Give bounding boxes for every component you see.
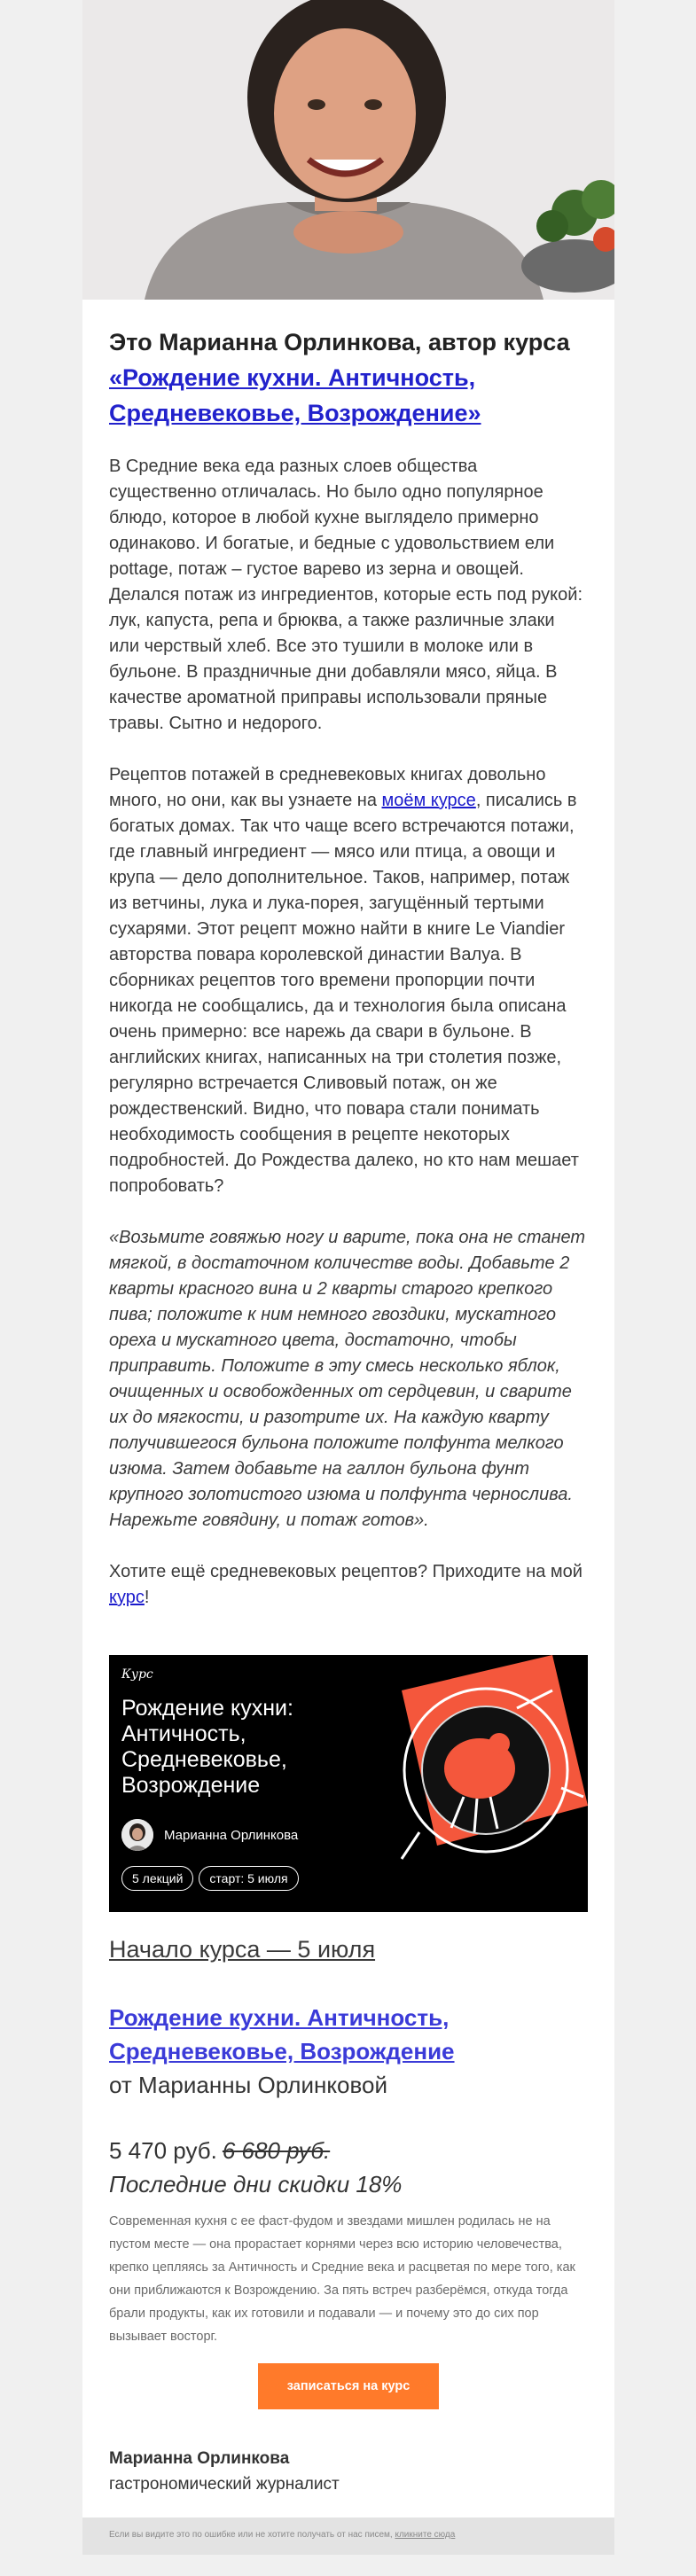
- author-photo-image: [82, 0, 614, 300]
- paragraph-invite: [109, 1559, 588, 1611]
- email-body: [82, 0, 614, 2517]
- banner-author: [121, 1818, 298, 1852]
- paragraph-recipes-end: , писались в богатых домах. Так что чаще всего встречаются потажи, где главный ингредиент — мясо или птица, а овощи и крупа — дело дополнительное. Таков, например, потаж из ветчины, лука и лука-порея, загущённый тертыми сухарями. Этот рецепт можно найти в книге Le Viandier авторства повара королевской династии Валуа. В сборниках рецептов того времени пропорции почти никогда не сообщались, да и технология была описана очень примерно: все нарежь да свари в бульоне. В английских книгах, написанных на три столетия позже, регулярно встречается Сливовый потаж, он же рождественский. Видно, что повара стали понимать необходимость сообщения в рецепте некоторых подробностей. До Рождества далеко, но кто нам мешает попробовать?: [109, 791, 579, 1196]
- course-link-inline[interactable]: курс: [109, 1588, 145, 1607]
- current-price: 5 470 руб.: [109, 2137, 217, 2164]
- paragraph-pottage: В Средние века еда разных слоев общества существенно отличалась. Но было одно популярное блюдо, которое в любой кухне выглядело примерно одинаково. И богатые, и бедные с удовольствием ели pottage, потаж – густое варево из зерна и овощей. Делался потаж из ингредиентов, которые есть под рукой: лук, капуста, репа и брюква, а также различные злаки или черствый хлеб. Все это тушили в молоке или в бульоне. В праздничные дни добавляли мясо, яйца. В качестве ароматной приправы использовали пряные травы. Сытно и недорого.: [109, 457, 583, 733]
- footer-note: Если вы видите это по ошибке или не хотите получать от нас писем,: [109, 2530, 395, 2540]
- start-date-badge: старт: 5 июля: [199, 1866, 298, 1891]
- paragraph-recipes: [109, 762, 588, 1199]
- course-banner[interactable]: [109, 1655, 588, 1912]
- paragraph-invite-end: !: [144, 1588, 150, 1607]
- unsubscribe-link[interactable]: кликните сюда: [395, 2530, 456, 2540]
- medieval-art-illustration: [366, 1655, 588, 1912]
- price-row: [109, 2135, 330, 2166]
- my-course-link[interactable]: моём курсе: [381, 791, 476, 810]
- discount-note: Последние дни скидки 18%: [109, 2171, 403, 2197]
- recipe-quote: «Возьмите говяжью ногу и варите, пока она не станет мягкой, в достаточном количестве воды. Добавьте 2 кварты красного вина и 2 кварты старого крепкого пива; положите к ним немного гвоздики, мускатного ореха и мускатного цвета, достаточно, чтобы приправить. Положите в эту смесь несколько яблок, очищенных и освобожденных от сердцевин, и сварите их до мягкости, и разотрите их. На каждую кварту получившегося бульона положите полфунта мелкого изюма. Затем добавьте на галлон бульона фунт крупного золотистого изюма и полфунта чернослива. Нарежьте говядину, и потаж готов».: [109, 1228, 586, 1530]
- intro-heading: [109, 324, 588, 431]
- course-start-date[interactable]: Начало курса — 5 июля: [109, 1936, 376, 1963]
- banner-title: Рождение кухни: Античность, Средневековье, Возрождение: [121, 1696, 293, 1798]
- author-photo: [82, 0, 614, 300]
- paragraph-invite-text: Хотите ещё средневековых рецептов? Приходите на мой: [109, 1562, 583, 1581]
- signature-name: Марианна Орлинкова: [109, 2449, 290, 2468]
- avatar: [121, 1819, 153, 1851]
- old-price: 6 680 руб.: [222, 2137, 331, 2164]
- course-name-link[interactable]: Рождение кухни. Античность, Средневековье, Возрождение: [109, 2004, 455, 2065]
- intro-heading-text: Это Марианна Орлинкова, автор курса: [109, 329, 570, 355]
- avatar-icon: [121, 1819, 153, 1851]
- course-title-link[interactable]: «Рождение кухни. Античность, Средневековье, Возрождение»: [109, 364, 481, 426]
- course-author: от Марианны Орлинковой: [109, 2072, 387, 2098]
- banner-author-name: Марианна Орлинкова: [164, 1827, 299, 1843]
- footer-text: [109, 2530, 455, 2540]
- article: [109, 324, 588, 1611]
- footer: [82, 2517, 614, 2555]
- signature-role: гастрономический журналист: [109, 2475, 340, 2494]
- lessons-badge: 5 лекций: [121, 1866, 193, 1891]
- enroll-button[interactable]: записаться на курс: [258, 2363, 439, 2409]
- course-description: Современная кухня с ее фаст-фудом и звездами мишлен родилась не на пустом месте — она прорастает корнями через всю историю человечества, крепко цепляясь за Античность и Средние века и расцветая по мере того, как они приближаются к Возрождению. За пять встреч разберёмся, откуда тогда брали продукты, как их готовили и подавали — и почему это до сих пор вызывает восторг.: [109, 2214, 575, 2344]
- banner-tags: [121, 1866, 299, 1891]
- brand-logo: Курс: [121, 1667, 153, 1682]
- paragraph-recipes-start: Рецептов потажей в средневековых книгах довольно много, но они, как вы узнаете на: [109, 765, 546, 810]
